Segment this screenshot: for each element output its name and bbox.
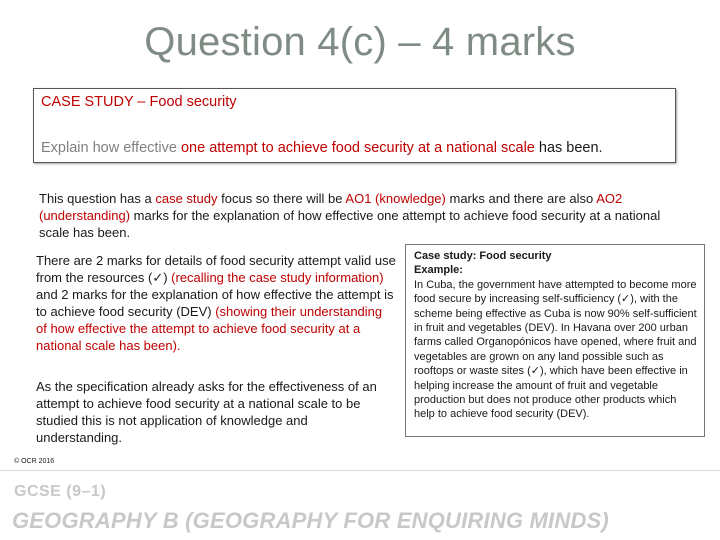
marks-part: and 2 marks for the explanation of how effective the attempt is to achieve food security (DEV) <box>36 287 394 319</box>
case-study-body: In Cuba, the government have attempted to become more food secure by increasing self-sufficiency (✓), with the scheme being effective as Cuba is now 90% self-sufficient in fruit and vegetables (DEV). In Havana over 200 urban farms called Organopónicos have opened, where fruit and vegetables are grown on any land possible such as rooftops or waste sites (✓), which have been effective in helping increase the amount of fruit and vegetable production but does not produce other products which help to achieve food security (DEV). <box>414 278 697 421</box>
intro-paragraph <box>39 190 669 241</box>
footer-divider <box>0 470 720 471</box>
question-text-part: to achieve food security <box>261 140 418 156</box>
intro-part: AO1 (knowledge) <box>345 191 450 206</box>
intro-part: This question has a <box>39 191 156 206</box>
marks-part: (showing their understanding of how effective the attempt to achieve food security at a national scale has been). <box>36 304 383 353</box>
mark-scheme-notes <box>36 252 396 446</box>
question-text-part: has been. <box>538 140 603 156</box>
question-box <box>33 88 676 163</box>
question-text-part: one attempt <box>180 140 262 156</box>
intro-part: focus so there will be <box>221 191 346 206</box>
specification-paragraph: As the specification already asks for the effectiveness of an attempt to achieve food security at a national scale to be studied this is not application of knowledge and understanding. <box>36 379 377 445</box>
case-study-box <box>405 244 705 437</box>
footer-subject: GEOGRAPHY B (GEOGRAPHY FOR ENQUIRING MINDS) <box>12 508 609 533</box>
footer-qualification: GCSE (9–1) <box>14 483 107 500</box>
question-text-part: at a national scale <box>417 140 539 156</box>
question-text <box>41 140 603 156</box>
case-study-heading: Case study: Food security <box>414 250 552 262</box>
question-heading: CASE STUDY – Food security <box>41 94 237 110</box>
intro-part: marks and there are also <box>449 191 597 206</box>
question-text-part: Explain how effective <box>41 140 181 156</box>
marks-paragraph <box>36 252 396 354</box>
intro-part: AO2 (understanding) <box>39 191 623 223</box>
intro-part: case study <box>155 191 222 206</box>
case-study-subheading: Example: <box>414 264 463 277</box>
intro-part: marks for the explanation of how effective one attempt to achieve food security at a national scale has been. <box>39 208 661 240</box>
marks-part: (recalling the case study information) <box>171 270 384 285</box>
copyright-notice: © OCR 2016 <box>14 458 55 465</box>
page-title: Question 4(c) – 4 marks <box>144 20 576 64</box>
marks-part: There are 2 marks for details of food security attempt valid use from the resources (✓) <box>36 253 396 285</box>
